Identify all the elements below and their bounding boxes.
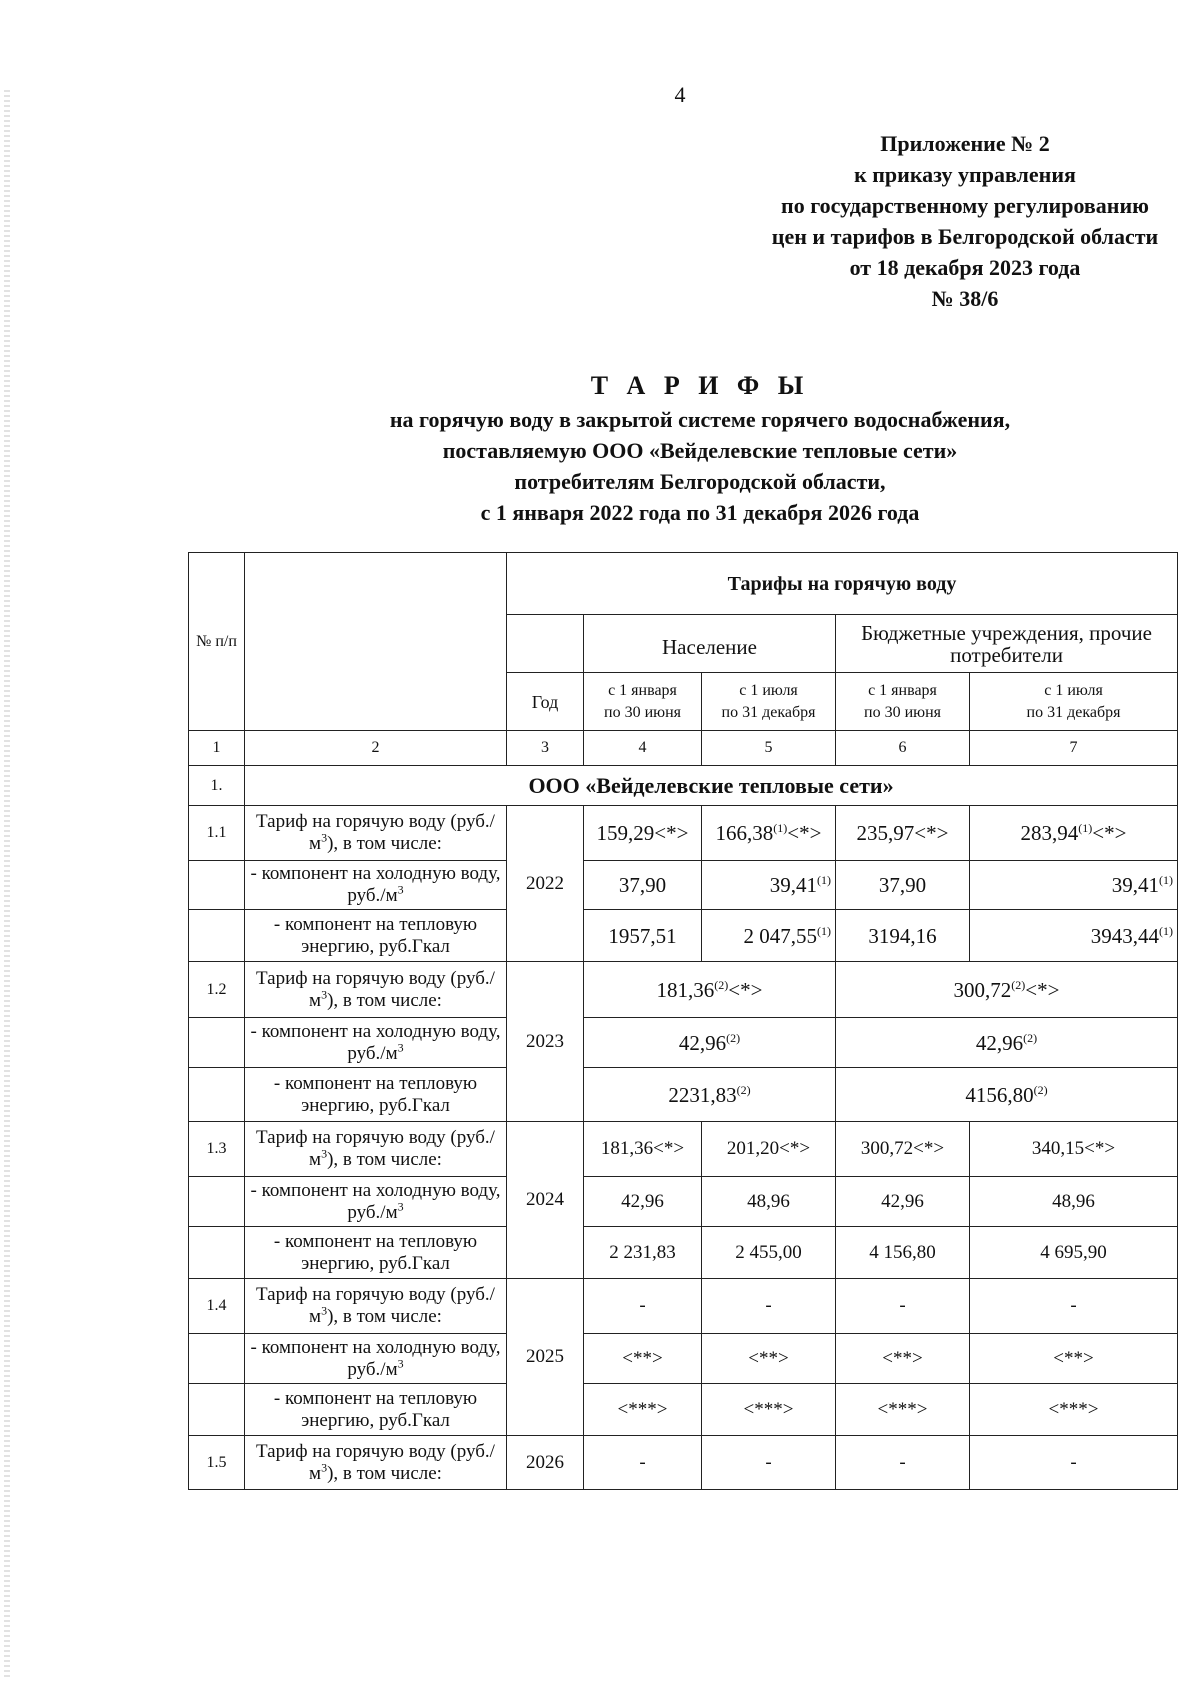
header-h1 [836, 673, 970, 731]
col-number: 7 [970, 731, 1178, 766]
value-cell: $283,94^{(1)}<*>$ [970, 806, 1178, 861]
appendix-line: Приложение № 2 [880, 131, 1050, 156]
value-cell: $300,72^{(2)}<*>$ [836, 962, 1178, 1018]
value-cell: - [702, 1279, 836, 1334]
row-label-cold: - компонент на холодную воду, $руб./м^3$ [245, 1018, 507, 1068]
table-row [189, 1279, 1178, 1334]
col-number: 6 [836, 731, 970, 766]
header-h2 [702, 673, 836, 731]
value-cell: <***> [584, 1384, 702, 1436]
value-cell: 340,15<*> [970, 1122, 1178, 1177]
table-row [189, 1227, 1178, 1279]
value-cell: 4 156,80 [836, 1227, 970, 1279]
row-label-tariff: Тариф на горячую воду $(руб./м^3)$, в том числе: [245, 1279, 507, 1334]
appendix-line: цен и тарифов в Белгородской области [771, 224, 1159, 249]
table-row [189, 1334, 1178, 1384]
appendix-line: № 38/6 [931, 286, 999, 311]
header-group: Тарифы на горячую воду [507, 553, 1178, 615]
row-num-blank [189, 1334, 245, 1384]
row-label-cold: - компонент на холодную воду, $руб./м^3$ [245, 861, 507, 910]
table-row [189, 1068, 1178, 1122]
value-cell: - [836, 1279, 970, 1334]
row-num: 1.2 [189, 962, 245, 1018]
table-row [189, 962, 1178, 1018]
value-cell: $166,38^{(1)}<*>$ [702, 806, 836, 861]
table-row [189, 1177, 1178, 1227]
h1-to: по 30 июня [604, 703, 681, 721]
row-num: 1.3 [189, 1122, 245, 1177]
row-label-tariff: Тариф на горячую воду $(руб./м^3)$, в том числе: [245, 1122, 507, 1177]
value-cell: 159,29<*> [584, 806, 702, 861]
value-cell: <***> [836, 1384, 970, 1436]
value-cell: 3194,16 [836, 910, 970, 962]
value-cell: - [584, 1436, 702, 1490]
header-num: № п/п [189, 553, 245, 731]
h1-from: с 1 января [868, 681, 937, 699]
appendix-line: от 18 декабря 2023 года [849, 255, 1081, 280]
value-cell: 201,20<*> [702, 1122, 836, 1177]
row-year: 2022 [507, 806, 584, 962]
row-label-heat: - компонент на тепловую энергию, руб.Гкал [245, 1227, 507, 1279]
column-number-row [189, 731, 1178, 766]
row-num: 1.5 [189, 1436, 245, 1490]
value-cell: <**> [584, 1334, 702, 1384]
row-year: 2024 [507, 1122, 584, 1279]
value-cell: <***> [702, 1384, 836, 1436]
value-cell: 42,96$^{(2)}$ [836, 1018, 1178, 1068]
row-label-heat: - компонент на тепловую энергию, руб.Гкал [245, 1384, 507, 1436]
row-label-heat: - компонент на тепловую энергию, руб.Гкал [245, 1068, 507, 1122]
table-row [189, 1018, 1178, 1068]
value-cell: 39,41$^{(1)}$ [702, 861, 836, 910]
header-year: Год [507, 673, 584, 731]
header-row [189, 553, 1178, 615]
value-cell: 2 455,00 [702, 1227, 836, 1279]
appendix-block [685, 128, 1200, 314]
row-num-blank [189, 861, 245, 910]
table-row [189, 806, 1178, 861]
page-number: 4 [674, 82, 686, 107]
row-label-tariff: Тариф на горячую воду $(руб./м^3)$, в том числе: [245, 806, 507, 861]
row-num-blank [189, 1227, 245, 1279]
h2-to: по 31 декабря [721, 703, 816, 721]
header-h1 [584, 673, 702, 731]
value-cell: 2231,83$^{(2)}$ [584, 1068, 836, 1122]
row-label-tariff: Тариф на горячую воду $(руб./м^3)$, в том числе: [245, 1436, 507, 1490]
value-cell: <**> [702, 1334, 836, 1384]
scan-edge [4, 90, 10, 1680]
value-cell: <***> [970, 1384, 1178, 1436]
value-cell: 48,96 [702, 1177, 836, 1227]
value-cell: 2 047,55$^{(1)}$ [702, 910, 836, 962]
col-number: 1 [189, 731, 245, 766]
h1-to: по 30 июня [864, 703, 941, 721]
value-cell: 42,96 [836, 1177, 970, 1227]
document-title: Т А Р И Ф Ы [590, 371, 810, 400]
table-row [189, 1384, 1178, 1436]
heading-line: потребителям Белгородской области, [514, 469, 886, 494]
col-number: 2 [245, 731, 507, 766]
row-label-cold: - компонент на холодную воду, $руб./м^3$ [245, 1334, 507, 1384]
value-cell: 42,96 [584, 1177, 702, 1227]
h2-to: по 31 декабря [1026, 703, 1121, 721]
header-budget: Бюджетные учреждения, прочие потребители [836, 615, 1178, 673]
value-cell: $181,36^{(2)}<*>$ [584, 962, 836, 1018]
value-cell: 37,90 [584, 861, 702, 910]
row-num-blank [189, 1177, 245, 1227]
table-row [189, 861, 1178, 910]
h1-from: с 1 января [608, 681, 677, 699]
row-year: 2026 [507, 1436, 584, 1490]
h2-from: с 1 июля [739, 681, 798, 699]
row-label-cold: - компонент на холодную воду, $руб./м^3$ [245, 1177, 507, 1227]
row-num: 1.1 [189, 806, 245, 861]
value-cell: 4156,80$^{(2)}$ [836, 1068, 1178, 1122]
value-cell: - [584, 1279, 702, 1334]
value-cell: 3943,44$^{(1)}$ [970, 910, 1178, 962]
table-row [189, 910, 1178, 962]
appendix-line: к приказу управления [854, 162, 1076, 187]
table-row [189, 1436, 1178, 1490]
col-number: 3 [507, 731, 584, 766]
value-cell: 2 231,83 [584, 1227, 702, 1279]
row-num-blank [189, 910, 245, 962]
row-label-heat: - компонент на тепловую энергию, руб.Гкал [245, 910, 507, 962]
value-cell: 1957,51 [584, 910, 702, 962]
row-num: 1.4 [189, 1279, 245, 1334]
row-year: 2025 [507, 1279, 584, 1436]
appendix-line: по государственному регулированию [781, 193, 1149, 218]
table-row [189, 1122, 1178, 1177]
header-h2 [970, 673, 1178, 731]
tariff-table [188, 552, 1178, 1490]
row-year: 2023 [507, 962, 584, 1122]
value-cell: <**> [836, 1334, 970, 1384]
row-num-blank [189, 1068, 245, 1122]
value-cell: 4 695,90 [970, 1227, 1178, 1279]
header-population: Население [584, 615, 836, 673]
value-cell: 235,97<*> [836, 806, 970, 861]
heading-line: на горячую воду в закрытой системе горячего водоснабжения, [389, 407, 1011, 432]
row-num-blank [189, 1384, 245, 1436]
value-cell: <**> [970, 1334, 1178, 1384]
document-heading [230, 368, 1170, 528]
value-cell: 42,96$^{(2)}$ [584, 1018, 836, 1068]
value-cell: 37,90 [836, 861, 970, 910]
value-cell: 300,72<*> [836, 1122, 970, 1177]
heading-line: поставляемую ООО «Вейделевские тепловые сети» [442, 438, 958, 463]
heading-line: с 1 января 2022 года по 31 декабря 2026 года [480, 500, 920, 525]
h2-from: с 1 июля [1044, 681, 1103, 699]
row-label-tariff: Тариф на горячую воду $(руб./м^3)$, в том числе: [245, 962, 507, 1018]
col-number: 4 [584, 731, 702, 766]
value-cell: - [970, 1279, 1178, 1334]
value-cell: - [970, 1436, 1178, 1490]
value-cell: - [836, 1436, 970, 1490]
value-cell: - [702, 1436, 836, 1490]
value-cell: 48,96 [970, 1177, 1178, 1227]
header-name [245, 553, 507, 731]
header-year-blank [507, 615, 584, 673]
org-name: ООО «Вейделевские тепловые сети» [245, 766, 1178, 806]
col-number: 5 [702, 731, 836, 766]
org-num: 1. [189, 766, 245, 806]
org-row [189, 766, 1178, 806]
value-cell: 181,36<*> [584, 1122, 702, 1177]
row-num-blank [189, 1018, 245, 1068]
value-cell: 39,41$^{(1)}$ [970, 861, 1178, 910]
